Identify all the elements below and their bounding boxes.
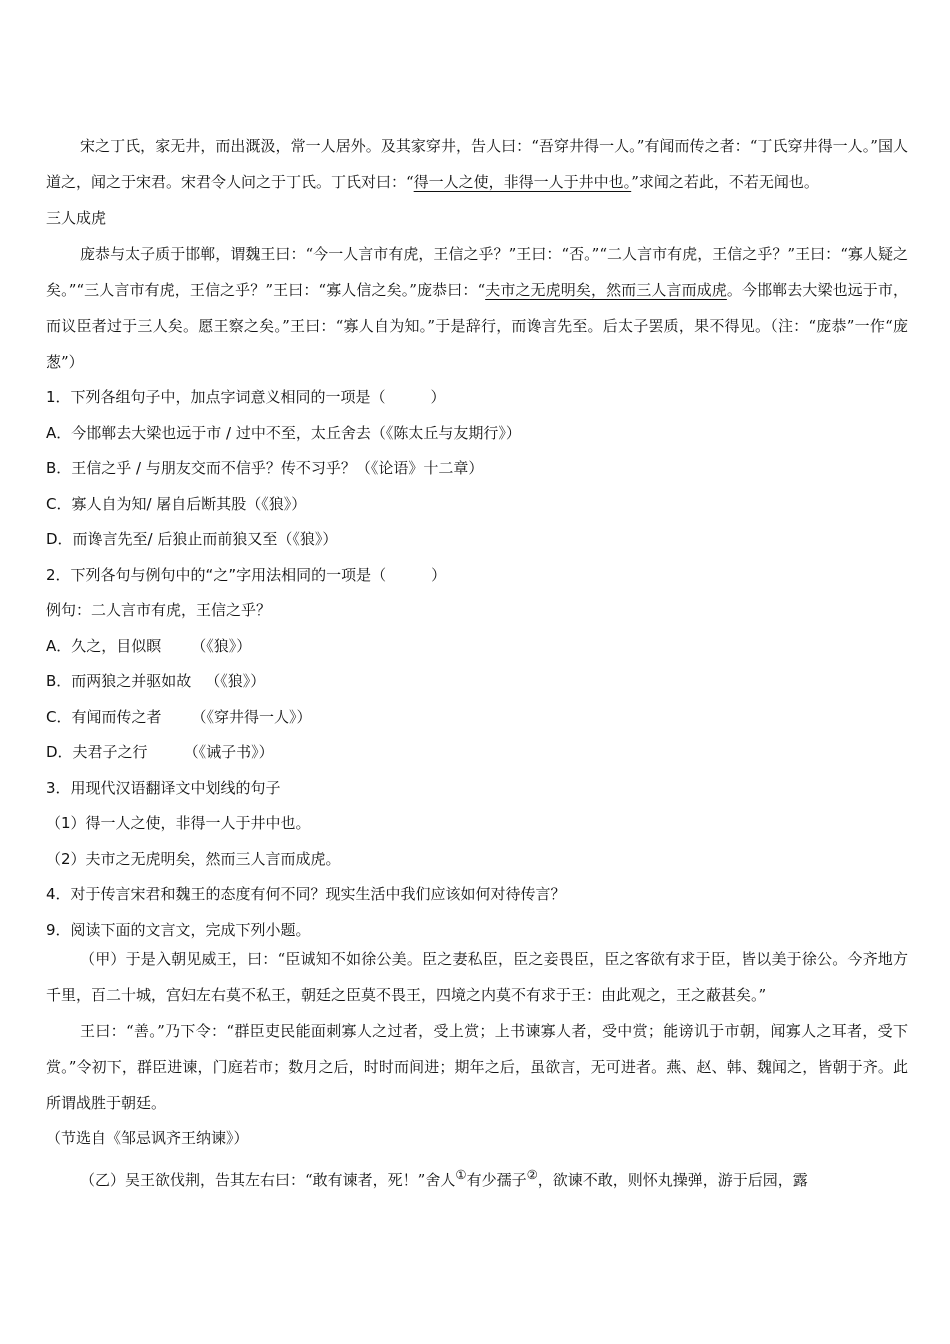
footnote-marker-1: ① — [455, 1166, 467, 1182]
paragraph-jia-2: 王曰：“善。”乃下令：“群臣吏民能面刺寡人之过者，受上赏；上书谏寡人者，受中赏；能谤讥于市朝，闻寡人之耳者，受下赏。”令初下，群臣进谏，门庭若市；数月之后，时时而间进；期年之后，虽欲言，无可进者。燕、赵、韩、魏闻之，皆朝于齐。此所谓战胜于朝廷。 — [46, 1022, 908, 1112]
question-3-item-1: （1）得一人之使，非得一人于井中也。 — [46, 814, 311, 832]
question-3: 3．用现代汉语翻译文中划线的句子 — [46, 778, 281, 797]
question-2-example: 例句：二人言市有虎，王信之乎？ — [46, 601, 272, 619]
underlined-sentence-1: 得一人之使，非得一人于井中也。 — [413, 173, 632, 191]
question-2-option-d: D．夫君子之行 （《诫子书》） — [46, 743, 274, 761]
passage-zouji — [46, 941, 908, 1198]
question-1-option-d: D．而谗言先至/ 后狼止而前狼又至（《狼》） — [46, 530, 338, 548]
source-citation: （节选自《邹忌讽齐王纳谏》） — [46, 1129, 249, 1147]
paragraph-jia-1: （甲）于是入朝见威王，曰：“臣诚知不如徐公美。臣之妻私臣，臣之妾畏臣，臣之客欲有求于臣，皆以美于徐公。今齐地方千里，百二十城，宫妇左右莫不私王，朝廷之臣莫不畏王，四境之内莫不有求于王：由此观之，王之蔽甚矣。” — [46, 950, 908, 1004]
paragraph-dingshi: 宋之丁氏，家无井，而出溉汲，常一人居外。及其家穿井，告人曰：“吾穿井得一人。”有闻而传之者：“丁氏穿井得一人。”国人道之，闻之于宋君。宋君令人问之于丁氏。丁氏对曰：“得一人之使，非得一人于井中也。”求闻之若此，不若无闻也。 — [46, 137, 908, 191]
question-1: 1．下列各组句子中，加点字词意义相同的一项是（ ） — [46, 388, 446, 406]
question-2-option-b: B．而两狼之并驱如故 （《狼》） — [46, 672, 266, 690]
underlined-sentence-2: 夫市之无虎明矣，然而三人言而成虎 — [485, 281, 727, 299]
question-9: 9．阅读下面的文言文，完成下列小题。 — [46, 920, 311, 939]
footnote-marker-2: ② — [526, 1166, 538, 1182]
question-2: 2．下列各句与例句中的“之”字用法相同的一项是（ ） — [46, 565, 447, 584]
question-1-option-a: A．今邯郸去大梁也远于市 / 过中不至，太丘舍去（《陈太丘与友期行》） — [46, 423, 521, 442]
question-3-item-2: （2）夫市之无虎明矣，然而三人言而成虎。 — [46, 849, 341, 868]
title-sanren-chenghu: 三人成虎 — [46, 209, 107, 227]
paragraph-pang-gong: 庞恭与太子质于邯郸，谓魏王曰：“今一人言市有虎，王信之乎？”王曰：“否。”“二人言市有虎，王信之乎？”王曰：“寡人疑之矣。”“三人言市有虎，王信之乎？”王曰：“寡人信之矣。”庞恭曰：“夫市之无虎明矣，然而三人言而成虎。今邯郸去大梁也远于市，而议臣者过于三人矣。愿王察之矣。”王曰：“寡人自为知。”于是辞行，而谗言先至。后太子罢质，果不得见。（注：“庞恭”一作“庞葱”） — [46, 245, 908, 371]
paragraph-yi: （乙）吴王欲伐荆，告其左右曰：“敢有谏者，死！”舍人①有少孺子②，欲谏不敢，则怀丸操弹，游于后园，露 — [80, 1166, 808, 1189]
questions-section — [46, 380, 908, 948]
question-4: 4．对于传言宋君和魏王的态度有何不同？现实生活中我们应该如何对待传言？ — [46, 885, 566, 903]
question-1-option-c: C．寡人自为知/ 屠自后断其股（《狼》） — [46, 494, 307, 513]
question-2-option-c: C．有闻而传之者 （《穿井得一人》） — [46, 707, 312, 726]
question-1-option-b: B．王信之乎 / 与朋友交而不信乎？传不习乎？（《论语》十二章） — [46, 459, 484, 477]
question-2-option-a: A．久之，目似瞑 （《狼》） — [46, 636, 252, 655]
passage-dingshi — [46, 128, 908, 380]
